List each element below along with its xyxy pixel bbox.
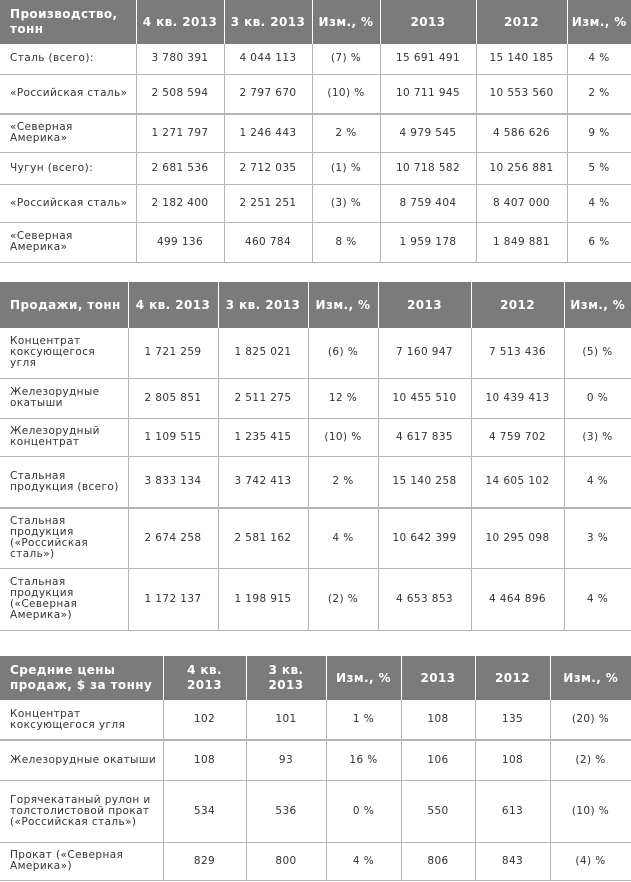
cell-change-qoq: (2) % — [308, 568, 378, 630]
cell-q4: 2 508 594 — [136, 74, 224, 114]
header-2012: 2012 — [476, 0, 567, 44]
table-row — [0, 508, 631, 568]
production-table — [0, 0, 631, 263]
cell-change-yoy: 9 % — [567, 114, 631, 152]
table-row — [0, 74, 631, 114]
table-row — [0, 328, 631, 378]
cell-2013: 15 691 491 — [380, 44, 476, 74]
cell-q3: 1 235 415 — [218, 418, 308, 456]
cell-q3: 4 044 113 — [224, 44, 312, 74]
cell-q3: 1 198 915 — [218, 568, 308, 630]
prices-table — [0, 656, 631, 881]
cell-change-qoq: (6) % — [308, 328, 378, 378]
cell-q3: 2 251 251 — [224, 184, 312, 222]
cell-2012: 10 256 881 — [476, 152, 567, 184]
cell-change-yoy: 2 % — [567, 74, 631, 114]
row-label: «Российская сталь» — [0, 184, 136, 222]
cell-q3: 800 — [246, 842, 326, 880]
cell-q4: 2 674 258 — [128, 508, 218, 568]
cell-2013: 4 617 835 — [378, 418, 471, 456]
table-row — [0, 222, 631, 262]
table-row — [0, 740, 631, 780]
row-label: Сталь (всего): — [0, 44, 136, 74]
row-label: Горячекатаный рулон и толстолистовой прокат («Российская сталь») — [0, 780, 163, 842]
table-row — [0, 114, 631, 152]
cell-2012: 135 — [475, 700, 550, 740]
header-change-yoy: Изм., % — [564, 282, 631, 328]
cell-q4: 2 805 851 — [128, 378, 218, 418]
cell-2013: 550 — [401, 780, 475, 842]
cell-q3: 101 — [246, 700, 326, 740]
header-q4-2013: 4 кв. 2013 — [136, 0, 224, 44]
cell-change-yoy: 6 % — [567, 222, 631, 262]
cell-change-yoy: 4 % — [564, 568, 631, 630]
cell-2013: 106 — [401, 740, 475, 780]
header-change-qoq: Изм., % — [308, 282, 378, 328]
cell-q4: 3 780 391 — [136, 44, 224, 74]
header-q3-2013: 3 кв. 2013 — [224, 0, 312, 44]
cell-change-yoy: (20) % — [550, 700, 631, 740]
header-q3-2013: 3 кв. 2013 — [246, 656, 326, 700]
row-label: Чугун (всего): — [0, 152, 136, 184]
cell-q3: 2 712 035 — [224, 152, 312, 184]
cell-change-yoy: (2) % — [550, 740, 631, 780]
row-label: Концентрат коксующегося угля — [0, 700, 163, 740]
cell-2013: 10 718 582 — [380, 152, 476, 184]
cell-change-qoq: (10) % — [308, 418, 378, 456]
cell-2012: 843 — [475, 842, 550, 880]
cell-2013: 7 160 947 — [378, 328, 471, 378]
cell-change-qoq: (3) % — [312, 184, 380, 222]
table-row — [0, 378, 631, 418]
cell-2013: 806 — [401, 842, 475, 880]
cell-2013: 108 — [401, 700, 475, 740]
header-2012: 2012 — [471, 282, 564, 328]
table-header-row — [0, 0, 631, 44]
cell-change-qoq: 4 % — [326, 842, 401, 880]
cell-2012: 1 849 881 — [476, 222, 567, 262]
cell-q3: 2 797 670 — [224, 74, 312, 114]
row-label: Стальная продукция («Российская сталь») — [0, 508, 128, 568]
row-label: Железорудные окатыши — [0, 740, 163, 780]
cell-change-yoy: (10) % — [550, 780, 631, 842]
cell-change-qoq: (7) % — [312, 44, 380, 74]
cell-change-qoq: (1) % — [312, 152, 380, 184]
cell-q4: 2 182 400 — [136, 184, 224, 222]
header-avg-prices: Средние цены продаж, $ за тонну — [0, 656, 163, 700]
cell-2012: 4 464 896 — [471, 568, 564, 630]
cell-change-qoq: 2 % — [308, 456, 378, 508]
header-2013: 2013 — [401, 656, 475, 700]
header-2013: 2013 — [380, 0, 476, 44]
cell-change-yoy: 0 % — [564, 378, 631, 418]
header-change-qoq: Изм., % — [326, 656, 401, 700]
cell-q4: 1 271 797 — [136, 114, 224, 152]
header-2012: 2012 — [475, 656, 550, 700]
table-row — [0, 184, 631, 222]
header-sales-tons: Продажи, тонн — [0, 282, 128, 328]
row-label: Стальная продукция (всего) — [0, 456, 128, 508]
header-change-yoy: Изм., % — [567, 0, 631, 44]
cell-2012: 14 605 102 — [471, 456, 564, 508]
row-label: Железорудные окатыши — [0, 378, 128, 418]
cell-q4: 1 109 515 — [128, 418, 218, 456]
cell-2012: 8 407 000 — [476, 184, 567, 222]
cell-q3: 2 581 162 — [218, 508, 308, 568]
cell-2012: 10 439 413 — [471, 378, 564, 418]
header-2013: 2013 — [378, 282, 471, 328]
cell-change-qoq: 4 % — [308, 508, 378, 568]
table-row — [0, 700, 631, 740]
cell-2013: 10 711 945 — [380, 74, 476, 114]
header-q3-2013: 3 кв. 2013 — [218, 282, 308, 328]
header-q4-2013: 4 кв. 2013 — [128, 282, 218, 328]
cell-2013: 4 653 853 — [378, 568, 471, 630]
cell-q3: 1 825 021 — [218, 328, 308, 378]
cell-2013: 10 642 399 — [378, 508, 471, 568]
table-row — [0, 418, 631, 456]
cell-change-yoy: 3 % — [564, 508, 631, 568]
cell-change-yoy: 4 % — [567, 44, 631, 74]
cell-change-yoy: 4 % — [564, 456, 631, 508]
cell-2013: 8 759 404 — [380, 184, 476, 222]
cell-change-qoq: 0 % — [326, 780, 401, 842]
cell-q3: 93 — [246, 740, 326, 780]
cell-2012: 7 513 436 — [471, 328, 564, 378]
cell-2013: 10 455 510 — [378, 378, 471, 418]
table-header-row — [0, 282, 631, 328]
cell-q4: 3 833 134 — [128, 456, 218, 508]
cell-change-yoy: (3) % — [564, 418, 631, 456]
header-change-qoq: Изм., % — [312, 0, 380, 44]
cell-q3: 2 511 275 — [218, 378, 308, 418]
table-row — [0, 456, 631, 508]
table-row — [0, 152, 631, 184]
cell-q4: 1 721 259 — [128, 328, 218, 378]
cell-change-qoq: 12 % — [308, 378, 378, 418]
cell-2012: 10 553 560 — [476, 74, 567, 114]
cell-change-qoq: (10) % — [312, 74, 380, 114]
cell-2012: 4 586 626 — [476, 114, 567, 152]
cell-2012: 4 759 702 — [471, 418, 564, 456]
sales-table — [0, 282, 631, 631]
cell-q4: 534 — [163, 780, 246, 842]
header-production-tons: Производство, тонн — [0, 0, 136, 44]
cell-q4: 102 — [163, 700, 246, 740]
cell-change-qoq: 8 % — [312, 222, 380, 262]
row-label: Железорудный концентрат — [0, 418, 128, 456]
cell-2012: 15 140 185 — [476, 44, 567, 74]
cell-q4: 499 136 — [136, 222, 224, 262]
cell-change-yoy: 4 % — [567, 184, 631, 222]
row-label: «Северная Америка» — [0, 222, 136, 262]
row-label: Стальная продукция («Северная Америка») — [0, 568, 128, 630]
cell-change-yoy: (5) % — [564, 328, 631, 378]
cell-2013: 4 979 545 — [380, 114, 476, 152]
table-header-row — [0, 656, 631, 700]
cell-q3: 536 — [246, 780, 326, 842]
table-row — [0, 44, 631, 74]
cell-q4: 2 681 536 — [136, 152, 224, 184]
cell-q3: 1 246 443 — [224, 114, 312, 152]
cell-change-qoq: 2 % — [312, 114, 380, 152]
cell-change-qoq: 1 % — [326, 700, 401, 740]
cell-change-yoy: 5 % — [567, 152, 631, 184]
table-row — [0, 842, 631, 880]
cell-q4: 108 — [163, 740, 246, 780]
cell-2013: 15 140 258 — [378, 456, 471, 508]
cell-q4: 829 — [163, 842, 246, 880]
header-q4-2013: 4 кв. 2013 — [163, 656, 246, 700]
table-row — [0, 568, 631, 630]
cell-q4: 1 172 137 — [128, 568, 218, 630]
table-row — [0, 780, 631, 842]
row-label: Прокат («Северная Америка») — [0, 842, 163, 880]
cell-2012: 613 — [475, 780, 550, 842]
cell-q3: 3 742 413 — [218, 456, 308, 508]
cell-change-yoy: (4) % — [550, 842, 631, 880]
cell-2013: 1 959 178 — [380, 222, 476, 262]
cell-change-qoq: 16 % — [326, 740, 401, 780]
row-label: «Российская сталь» — [0, 74, 136, 114]
cell-2012: 108 — [475, 740, 550, 780]
row-label: Концентрат коксующегося угля — [0, 328, 128, 378]
cell-q3: 460 784 — [224, 222, 312, 262]
cell-2012: 10 295 098 — [471, 508, 564, 568]
header-change-yoy: Изм., % — [550, 656, 631, 700]
row-label: «Северная Америка» — [0, 114, 136, 152]
